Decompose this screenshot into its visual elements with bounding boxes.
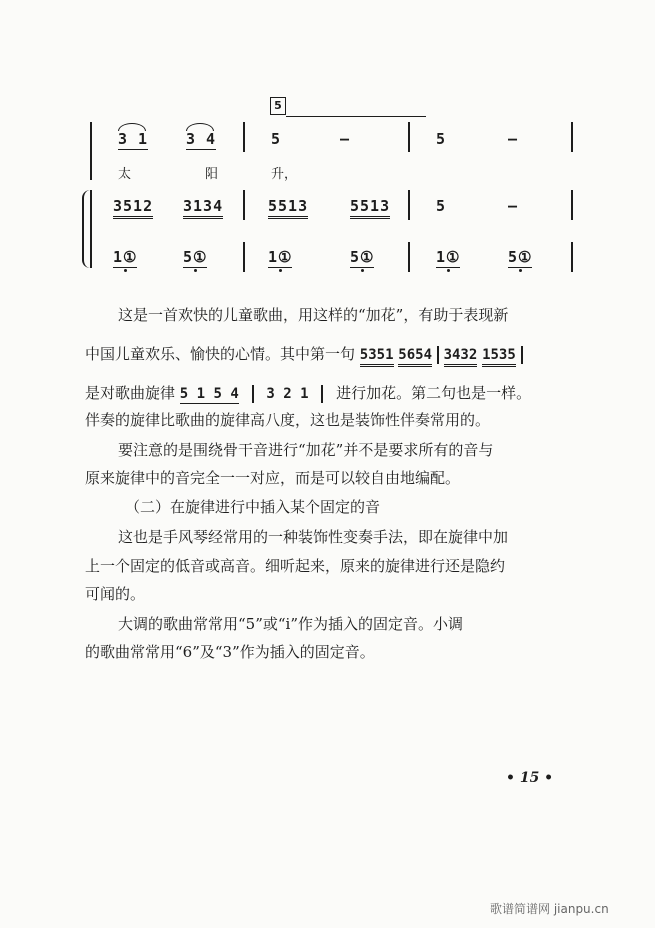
paragraph-4-line-2: 的歌曲常常用“6”及“3”作为插入的固定音。 bbox=[85, 643, 375, 661]
melody-m4-dash: – bbox=[508, 130, 519, 148]
music-score bbox=[0, 0, 655, 266]
barline-2-lower bbox=[408, 242, 410, 272]
accomp-lower-n5: 1① bbox=[436, 248, 461, 266]
barline-1-melody bbox=[243, 122, 245, 152]
accomp-lower-n3: 1① bbox=[268, 248, 293, 266]
barline-2-upper bbox=[408, 190, 410, 220]
page-number: • 15 • bbox=[506, 770, 554, 786]
paragraph-3-line-1: 这也是手风琴经常用的一种装饰性变奏手法，即在旋律中加 bbox=[118, 528, 509, 546]
inline-barline-4 bbox=[321, 385, 323, 403]
accomp-upper-m3b: 5513 bbox=[350, 197, 390, 215]
watermark: 歌谱简谱网 jianpu.cn bbox=[490, 902, 609, 916]
paragraph-1-line-2-text: 中国儿童欢乐、愉快的心情。其中第一句 bbox=[85, 345, 356, 363]
lyric-2: 阳 bbox=[205, 167, 219, 182]
melody-m2: 3 4 bbox=[186, 130, 217, 148]
barline-end-lower bbox=[571, 242, 573, 272]
accomp-upper-m2: 3134 bbox=[183, 197, 223, 215]
section-heading: （二）在旋律进行中插入某个固定的音 bbox=[125, 498, 381, 516]
accomp-upper-m1: 3512 bbox=[113, 197, 153, 215]
paragraph-2-line-2: 原来旋律中的音完全一一对应，而是可以较自由地编配。 bbox=[85, 469, 461, 487]
inline-music-5: 5 1 5 4 bbox=[179, 386, 239, 402]
inline-music-1: 5351 bbox=[360, 347, 394, 367]
accomp-lower-n6: 5① bbox=[508, 248, 533, 266]
melody-m3-dash: – bbox=[340, 130, 351, 148]
paragraph-1-line-2 bbox=[85, 344, 585, 365]
paragraph-3-line-3: 可闻的。 bbox=[85, 585, 146, 603]
paragraph-1-line-3 bbox=[85, 383, 585, 404]
lyric-3: 升， bbox=[271, 167, 298, 182]
barline-start-accomp bbox=[90, 190, 92, 268]
paragraph-3-line-2: 上一个固定的低音或高音。细听起来，原来的旋律进行还是隐约 bbox=[85, 557, 506, 575]
paragraph-1-line-3-text-a: 是对歌曲旋律 bbox=[85, 384, 176, 402]
barline-end-melody bbox=[571, 122, 573, 152]
accomp-upper-m4-note: 5 bbox=[436, 197, 655, 215]
melody-m3-note: 5 bbox=[271, 130, 282, 148]
inline-barline-1 bbox=[437, 346, 439, 364]
barline-2-melody bbox=[408, 122, 410, 152]
accomp-lower-n2: 5① bbox=[183, 248, 208, 266]
rehearsal-mark: 5 bbox=[270, 97, 286, 115]
lyric-1: 太 bbox=[118, 167, 132, 182]
inline-barline-2 bbox=[521, 346, 523, 364]
melody-m1: 3 1 bbox=[118, 130, 149, 148]
barline-start-melody bbox=[90, 122, 92, 180]
melody-m4-note: 5 bbox=[436, 130, 447, 148]
barline-1-lower bbox=[243, 242, 245, 272]
paragraph-2-line-1: 要注意的是围绕骨干音进行“加花”并不是要求所有的音与 bbox=[118, 441, 494, 459]
tie-line bbox=[286, 116, 426, 117]
paragraph-1-line-1: 这是一首欢快的儿童歌曲，用这样的“加花”，有助于表现新 bbox=[118, 306, 509, 324]
inline-music-6: 3 2 1 bbox=[266, 386, 309, 402]
accomp-lower-n4: 5① bbox=[350, 248, 375, 266]
inline-barline-3 bbox=[252, 385, 254, 403]
accomp-upper-m4-dash: – bbox=[508, 197, 519, 215]
paragraph-1-line-3-text-b: 进行加花。第二句也是一样。 bbox=[336, 384, 532, 402]
inline-music-3: 3432 bbox=[444, 347, 478, 367]
accomp-upper-m3a: 5513 bbox=[268, 197, 308, 215]
paragraph-4-line-1: 大调的歌曲常常用“5”或“i”作为插入的固定音。小调 bbox=[118, 615, 464, 633]
accomp-lower-n1: 1① bbox=[113, 248, 138, 266]
inline-music-2: 5654 bbox=[398, 347, 432, 367]
barline-1-upper bbox=[243, 190, 245, 220]
inline-music-4: 1535 bbox=[482, 347, 516, 367]
paragraph-1-line-4: 伴奏的旋律比歌曲的旋律高八度，这也是装饰性伴奏常用的。 bbox=[85, 411, 491, 429]
